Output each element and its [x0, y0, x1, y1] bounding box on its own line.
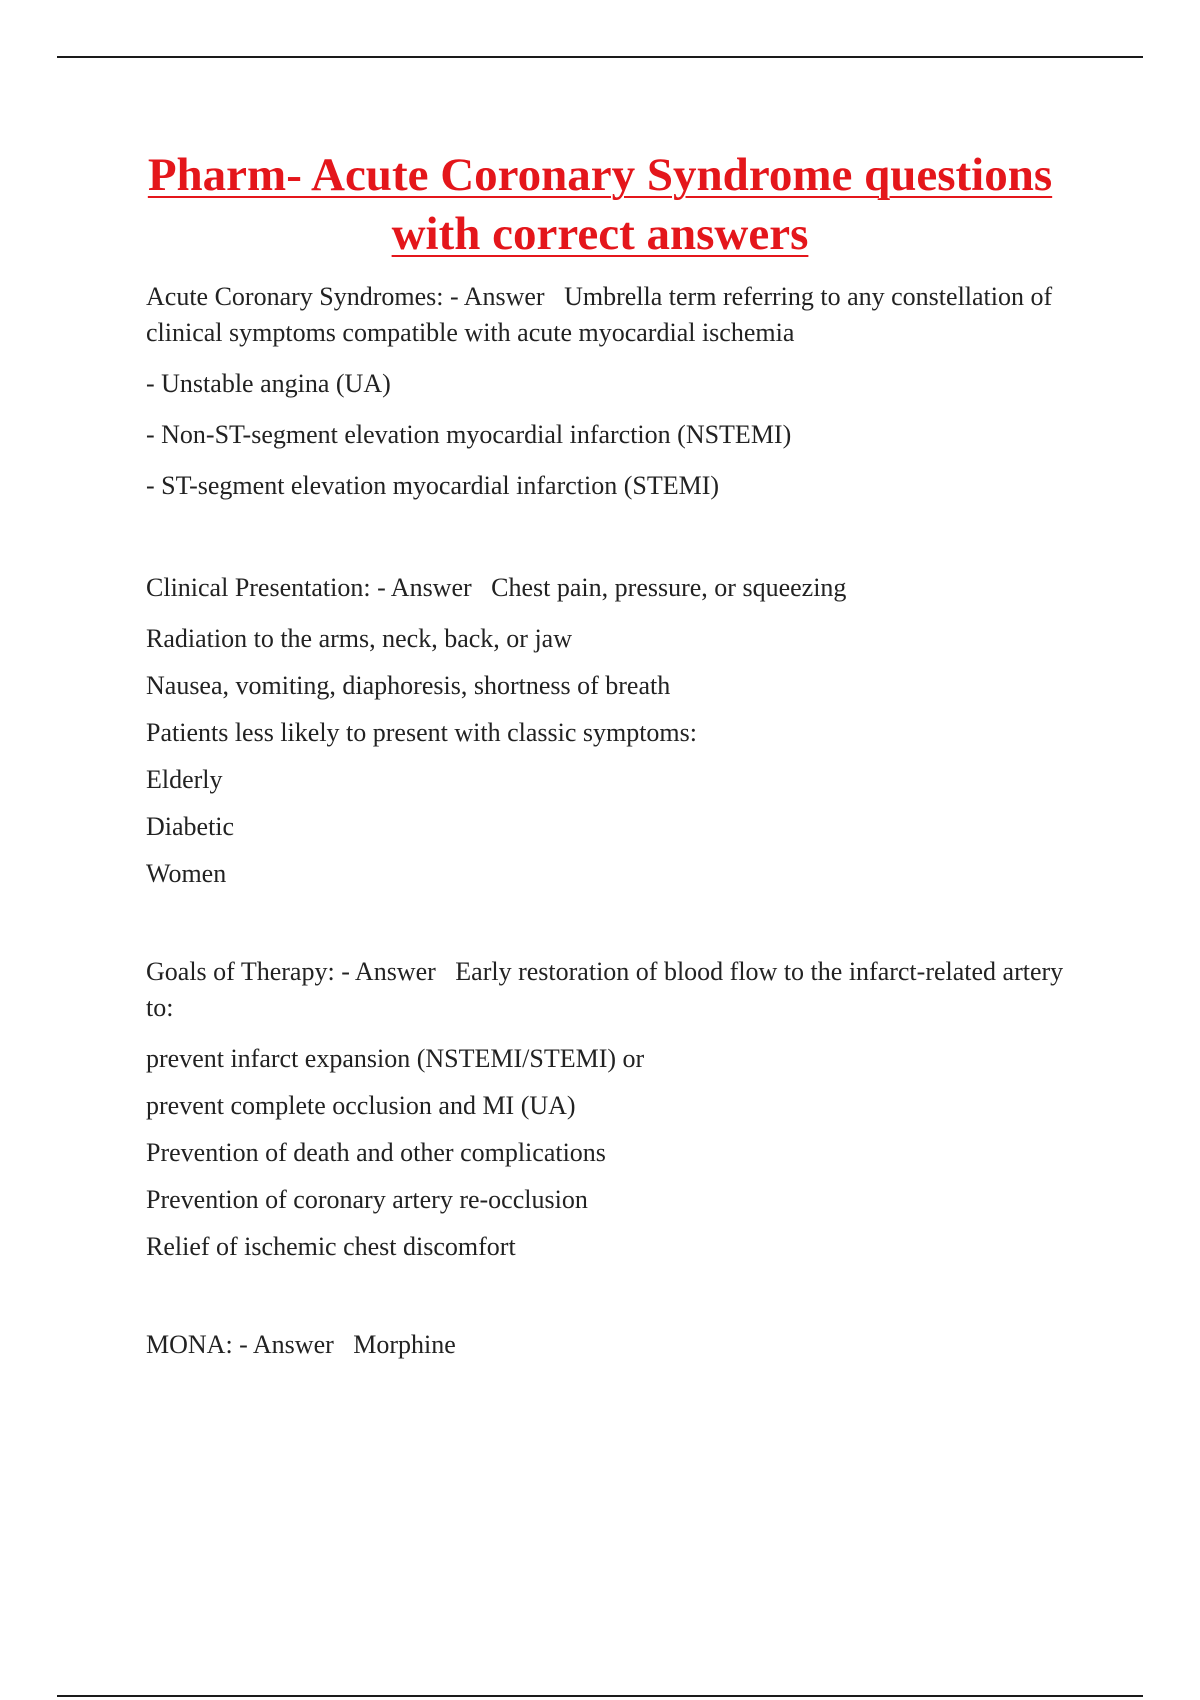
- answer-text: Morphine: [353, 1330, 456, 1359]
- title-line-1: Pharm- Acute Coronary Syndrome questions: [147, 149, 1053, 201]
- answer-line: Relief of ischemic chest discomfort: [146, 1232, 516, 1261]
- answer-line: Women: [146, 859, 227, 888]
- answer-line: - ST-segment elevation myocardial infarction (STEMI): [146, 471, 720, 500]
- answer-line: prevent complete occlusion and MI (UA): [146, 1091, 576, 1120]
- qa-entry: [146, 1327, 1086, 1363]
- document-body: [146, 279, 1086, 1378]
- qa-entry: [146, 954, 1086, 1026]
- question-label: Clinical Presentation: - Answer: [146, 573, 472, 602]
- qa-entry: [146, 570, 1086, 606]
- answer-line: - Unstable angina (UA): [146, 369, 391, 398]
- question-label: MONA: - Answer: [146, 1330, 334, 1359]
- question-label: Goals of Therapy: - Answer: [146, 957, 436, 986]
- answer-line: Radiation to the arms, neck, back, or jaw: [146, 624, 572, 653]
- question-label: Acute Coronary Syndromes: - Answer: [146, 282, 545, 311]
- answer-text: Umbrella term referring to any constellation of clinical symptoms compatible with acute myocardial ischemia: [146, 282, 1053, 347]
- section-spacer: [146, 519, 1086, 570]
- answer-line: Prevention of coronary artery re-occlusion: [146, 1185, 588, 1214]
- answer-text: Chest pain, pressure, or squeezing: [491, 573, 847, 602]
- section-spacer: [146, 903, 1086, 954]
- section-spacer: [146, 1276, 1086, 1327]
- footer-rule: [57, 1695, 1143, 1697]
- answer-line: Diabetic: [146, 812, 235, 841]
- title-line-2: with correct answers: [391, 208, 809, 260]
- answer-line: Elderly: [146, 765, 223, 794]
- answer-line: Prevention of death and other complications: [146, 1138, 606, 1167]
- answer-line: prevent infarct expansion (NSTEMI/STEMI) or: [146, 1044, 645, 1073]
- qa-entry: [146, 279, 1086, 351]
- answer-line: Nausea, vomiting, diaphoresis, shortness of breath: [146, 671, 671, 700]
- header-rule: [57, 56, 1143, 58]
- answer-line: - Non-ST-segment elevation myocardial infarction (NSTEMI): [146, 420, 792, 449]
- answer-line: Patients less likely to present with classic symptoms:: [146, 718, 698, 747]
- document-title: [0, 146, 1200, 264]
- answer-text: Early restoration of blood flow to the infarct-related artery to:: [146, 957, 1064, 1022]
